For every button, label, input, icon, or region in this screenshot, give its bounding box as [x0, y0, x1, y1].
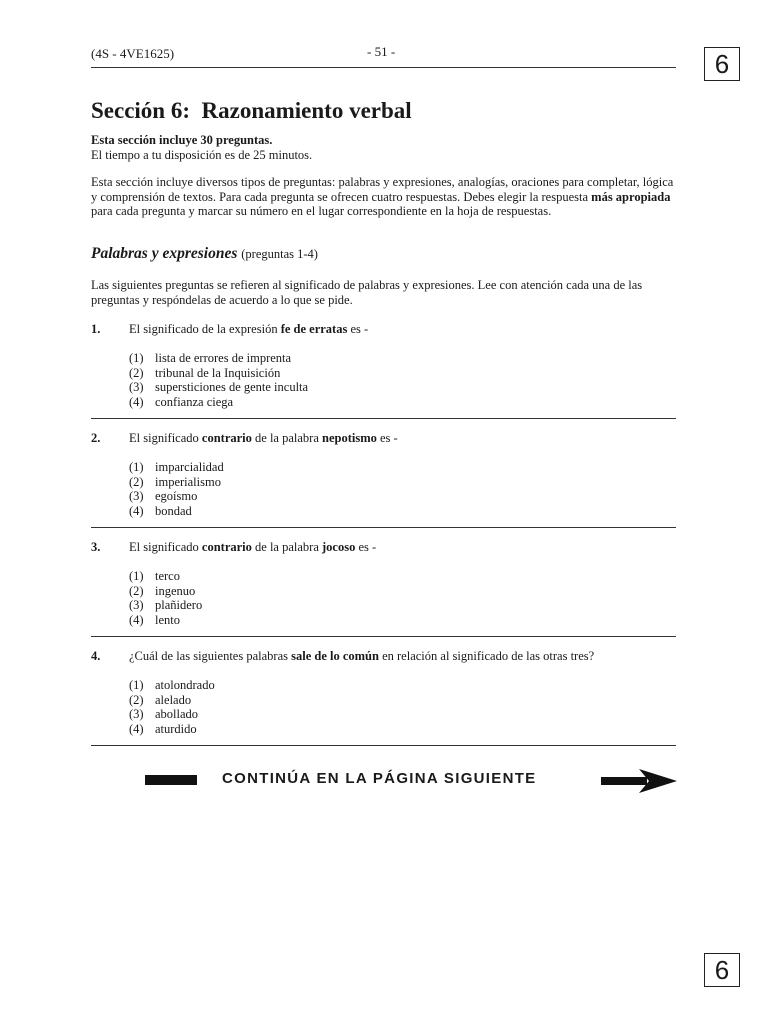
- option-number: (2): [129, 692, 144, 707]
- answer-option: [129, 722, 676, 737]
- section-number-box-bottom: 6: [704, 953, 740, 987]
- question-text: [129, 322, 368, 337]
- question-keyword: sale de lo común: [291, 649, 379, 663]
- option-number: (1): [129, 569, 144, 583]
- answer-option: [129, 366, 676, 381]
- question-stem: [91, 649, 676, 664]
- option-number: (1): [129, 678, 144, 692]
- answer-option: [129, 569, 676, 584]
- answer-option: [129, 475, 676, 490]
- answer-option: [129, 584, 676, 599]
- option-number: (2): [129, 365, 144, 380]
- answer-option: [129, 707, 676, 722]
- question-item: [91, 322, 676, 409]
- intro-text-after: para cada pregunta y marcar su número en el lugar correspondiente en la hoja de respuestas.: [91, 204, 552, 218]
- answer-options: [129, 460, 676, 518]
- exam-code: (4S - 4VE1625): [91, 46, 175, 61]
- question-text: [129, 649, 594, 664]
- question-stem: [91, 540, 676, 555]
- question-item: [91, 540, 676, 627]
- answer-option: [129, 460, 676, 475]
- subsection-range: (preguntas 1-4): [241, 247, 318, 261]
- answer-option: [129, 613, 676, 628]
- intro-counts: [91, 133, 681, 162]
- question-number: 3.: [91, 540, 101, 554]
- question-text-part: El significado: [129, 540, 202, 554]
- intro-text-before: Esta sección incluye diversos tipos de preguntas: palabras y expresiones, analogías, oraciones para completar, lógica y comprensión de textos. Para cada pregunta se ofrecen cuatro respuestas. Debes elegir la respuesta: [91, 175, 674, 204]
- answer-option: [129, 693, 676, 708]
- continue-label: CONTINÚA EN LA PÁGINA SIGUIENTE: [222, 770, 537, 787]
- option-text: confianza ciega: [155, 394, 234, 409]
- question-divider: [91, 418, 676, 419]
- question-text-part: de la palabra: [251, 431, 322, 445]
- answer-option: [129, 489, 676, 504]
- option-number: (3): [129, 707, 144, 722]
- question-number: 1.: [91, 322, 101, 336]
- section-title: Sección 6: Razonamiento verbal: [91, 98, 412, 123]
- question-keyword: nepotismo: [322, 431, 377, 445]
- option-text: ingenuo: [155, 583, 196, 598]
- option-number: (4): [129, 503, 144, 518]
- option-text: tribunal de la Inquisición: [155, 365, 281, 380]
- section-number-box-top: 6: [704, 47, 740, 81]
- question-keyword: jocoso: [322, 540, 356, 554]
- answer-option: [129, 678, 676, 693]
- option-text: supersticiones de gente inculta: [155, 380, 309, 395]
- option-number: (3): [129, 598, 144, 613]
- question-number: 2.: [91, 431, 101, 445]
- option-number: (1): [129, 460, 144, 474]
- option-text: lento: [155, 612, 180, 627]
- question-stem: [91, 322, 676, 337]
- option-number: (3): [129, 380, 144, 395]
- question-text-part: en relación al significado de las otras tres?: [378, 649, 595, 663]
- question-text-part: ¿Cuál de las siguientes palabras: [129, 649, 292, 663]
- option-text: imparcialidad: [155, 460, 224, 474]
- option-text: atolondrado: [155, 678, 215, 692]
- option-text: imperialismo: [155, 474, 221, 489]
- option-number: (4): [129, 612, 144, 627]
- answer-option: [129, 351, 676, 366]
- question-item: [91, 649, 676, 736]
- question-text-part: El significado de la expresión: [129, 322, 281, 336]
- question-divider: [91, 527, 676, 528]
- question-item: [91, 431, 676, 518]
- option-text: lista de errores de imprenta: [155, 351, 292, 365]
- subsection-intro: Las siguientes preguntas se refieren al significado de palabras y expresiones. Lee con atención cada una de las preguntas y respóndelas de acuerdo a lo que se pide.: [91, 278, 643, 307]
- continue-bar: [145, 775, 197, 785]
- option-number: (4): [129, 394, 144, 409]
- question-text-part: es -: [355, 540, 377, 554]
- header-divider: [91, 67, 676, 68]
- question-keyword: contrario: [201, 431, 252, 445]
- answer-option: [129, 504, 676, 519]
- option-text: alelado: [155, 692, 192, 707]
- arrow-right-icon: [601, 767, 679, 795]
- question-divider: [91, 745, 676, 746]
- intro-emphasis: más apropiada: [591, 189, 671, 204]
- question-keyword: fe de erratas: [280, 322, 348, 336]
- option-text: plañidero: [155, 598, 203, 613]
- question-text-part: El significado: [129, 431, 202, 445]
- question-text-part: es -: [376, 431, 398, 445]
- question-text: [129, 540, 376, 555]
- answer-options: [129, 678, 676, 736]
- option-number: (2): [129, 474, 144, 489]
- question-text: [129, 431, 398, 446]
- option-text: egoísmo: [155, 489, 198, 504]
- question-text-part: de la palabra: [251, 540, 322, 554]
- intro-paragraph: [91, 175, 681, 219]
- intro-lead: Esta sección incluye 30 preguntas.: [91, 133, 273, 147]
- section-intro: [91, 133, 681, 232]
- answer-option: [129, 598, 676, 613]
- question-stem: [91, 431, 676, 446]
- question-divider: [91, 636, 676, 637]
- option-number: (4): [129, 721, 144, 736]
- answer-option: [129, 395, 676, 410]
- page-number: - 51 -: [367, 44, 396, 59]
- subsection-heading: [91, 245, 318, 263]
- option-text: terco: [155, 569, 180, 583]
- question-number: 4.: [91, 649, 101, 663]
- option-text: abollado: [155, 707, 199, 722]
- question-keyword: contrario: [201, 540, 252, 554]
- option-number: (3): [129, 489, 144, 504]
- answer-option: [129, 380, 676, 395]
- answer-options: [129, 569, 676, 627]
- option-number: (2): [129, 583, 144, 598]
- option-text: aturdido: [155, 721, 197, 736]
- answer-options: [129, 351, 676, 409]
- option-text: bondad: [155, 503, 192, 518]
- question-text-part: es -: [347, 322, 369, 336]
- option-number: (1): [129, 351, 144, 365]
- intro-time: El tiempo a tu disposición es de 25 minutos.: [91, 147, 313, 162]
- subsection-title: Palabras y expresiones: [91, 245, 238, 262]
